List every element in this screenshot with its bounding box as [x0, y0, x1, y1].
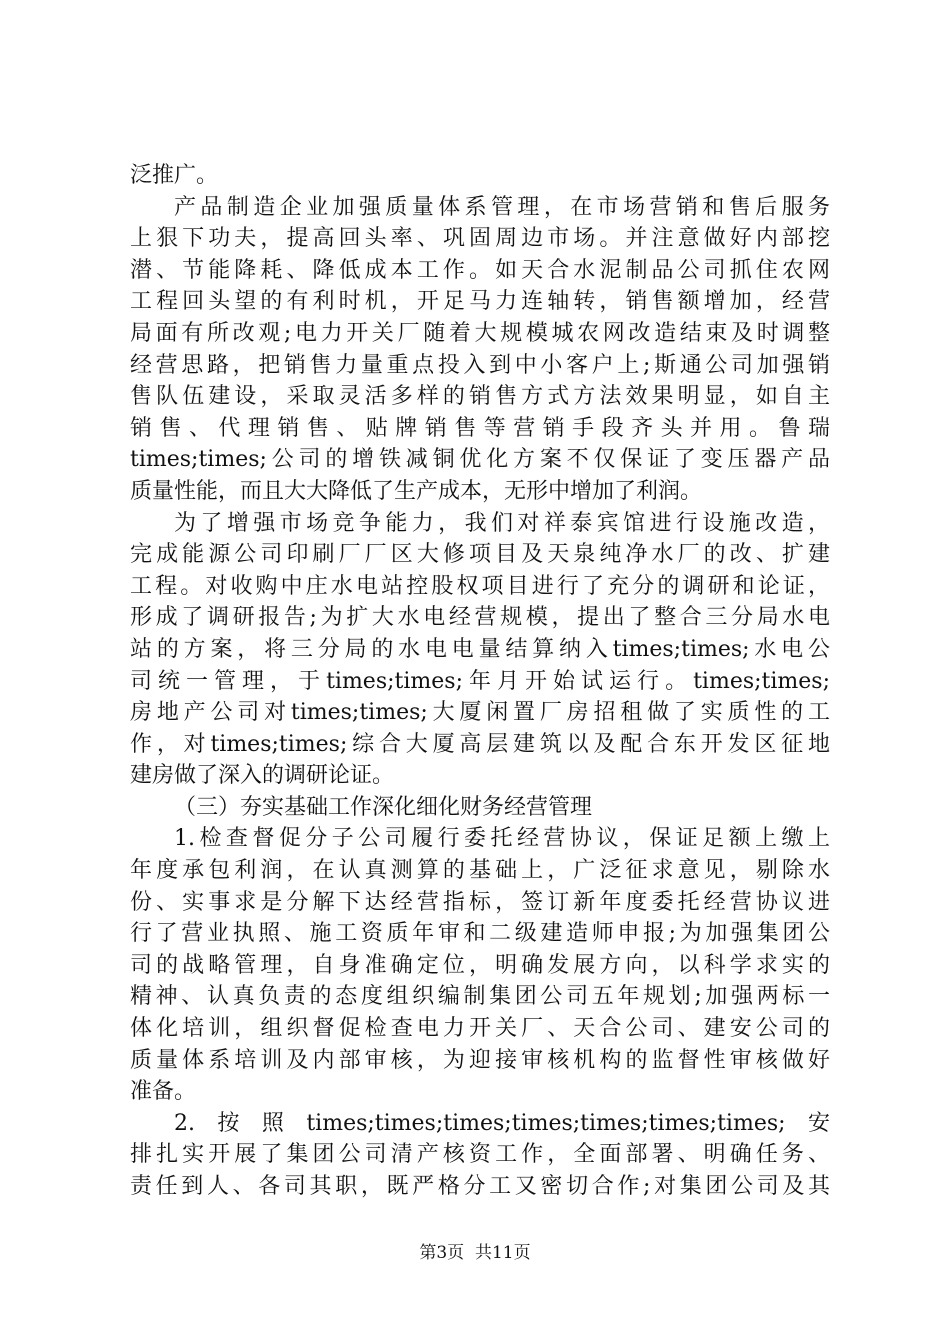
text-line: 份、实事求是分解下达经营指标，签订新年度委托经营协议进 [130, 889, 830, 915]
text-line: 1.检查督促分子公司履行委托经营协议，保证足额上缴上 [174, 826, 830, 852]
text-line: 房地产公司对times;times;大厦闲置厂房招租做了实质性的工 [130, 700, 830, 726]
text-line: 工程。对收购中庄水电站控股权项目进行了充分的调研和论证， [130, 573, 830, 599]
text-line: 准备。 [130, 1079, 197, 1105]
text-line: 体化培训，组织督促检查电力开关厂、天合公司、建安公司的 [130, 1016, 830, 1042]
text-line: 上狠下功夫，提高回头率、巩固周边市场。并注意做好内部挖 [130, 226, 830, 252]
page-footer [0, 1242, 950, 1264]
text-line: 工程回头望的有利时机，开足马力连轴转，销售额增加，经营 [130, 289, 830, 315]
text-line: 产品制造企业加强质量体系管理，在市场营销和售后服务 [174, 194, 830, 220]
text-line: 2.按照times;times;times;times;times;times;times;安 [174, 1110, 830, 1136]
text-line: 质量性能，而且大大降低了生产成本，无形中增加了利润。 [130, 478, 703, 504]
text-line: times;times;公司的增铁减铜优化方案不仅保证了变压器产品 [130, 447, 830, 473]
text-line: 为了增强市场竞争能力，我们对祥泰宾馆进行设施改造， [174, 510, 830, 536]
text-line: 行了营业执照、施工资质年审和二级建造师申报;为加强集团公 [130, 921, 830, 947]
text-line: 排扎实开展了集团公司清产核资工作，全面部署、明确任务、 [130, 1142, 830, 1168]
text-line: 司统一管理，于times;times;年月开始试运行。times;times; [130, 668, 830, 694]
text-line: 泛推广。 [130, 163, 219, 188]
text-line: 质量体系培训及内部审核，为迎接审核机构的监督性审核做好 [130, 1047, 830, 1073]
text-line: 作，对times;times;综合大厦高层建筑以及配合东开发区征地 [130, 731, 830, 757]
text-line: 形成了调研报告;为扩大水电经营规模，提出了整合三分局水电 [130, 605, 830, 631]
text-line: 完成能源公司印刷厂厂区大修项目及天泉纯净水厂的改、扩建 [130, 542, 830, 568]
text-line: 年度承包利润，在认真测算的基础上，广泛征求意见，剔除水 [130, 858, 830, 884]
text-line: 销售、代理销售、贴牌销售等营销手段齐头并用。鲁瑞 [130, 415, 830, 441]
text-line: 司的战略管理，自身准确定位，明确发展方向，以科学求实的 [130, 952, 830, 978]
text-line: 建房做了深入的调研论证。 [130, 763, 395, 789]
text-line: 精神、认真负责的态度组织编制集团公司五年规划;加强两标一 [130, 984, 830, 1010]
text-line: 责任到人、各司其职，既严格分工又密切合作;对集团公司及其 [130, 1174, 830, 1199]
page-number: 第3页 共11页 [419, 1243, 531, 1263]
text-line: 潜、节能降耗、降低成本工作。如天合水泥制品公司抓住农网 [130, 257, 830, 283]
text-line: 经营思路，把销售力量重点投入到中小客户上;斯通公司加强销 [130, 352, 830, 378]
document-body [130, 160, 830, 1203]
text-line: 局面有所改观;电力开关厂随着大规模城农网改造结束及时调整 [130, 320, 830, 346]
text-line: 售队伍建设，采取灵活多样的销售方式方法效果明显，如自主 [130, 384, 830, 410]
section-heading: （三）夯实基础工作深化细化财务经营管理 [174, 794, 593, 820]
text-line: 站的方案，将三分局的水电电量结算纳入times;times;水电公 [130, 636, 830, 662]
